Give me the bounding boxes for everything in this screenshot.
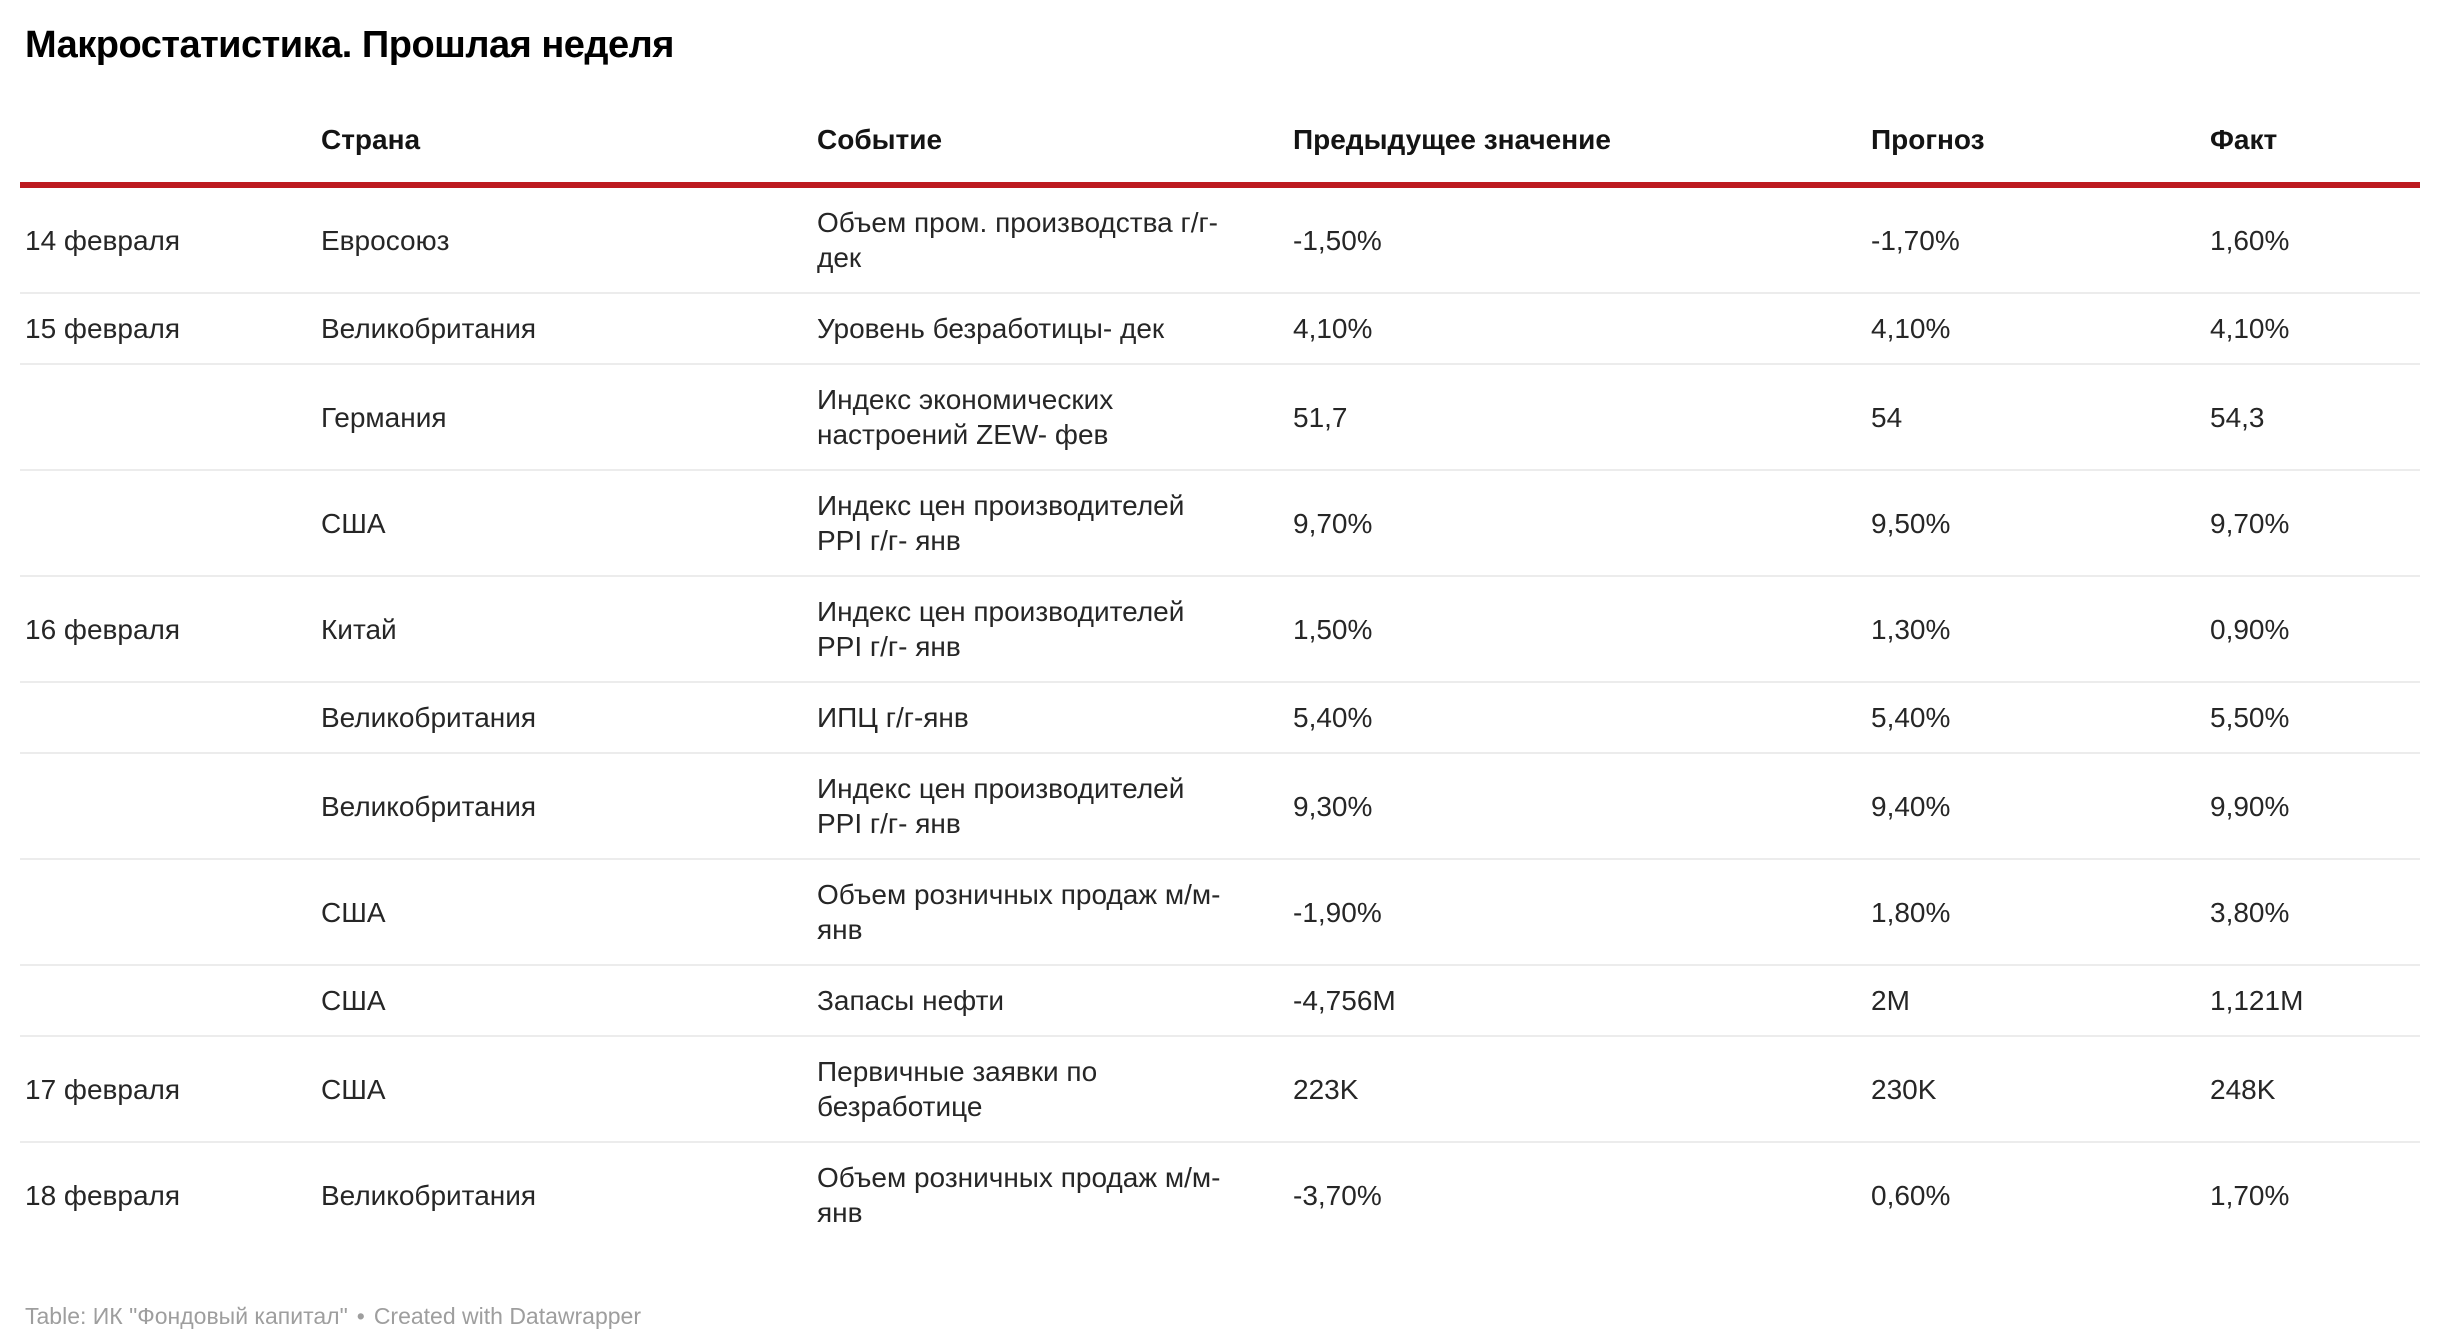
cell-forecast: 0,60% [1866,1142,2205,1247]
cell-date: 18 февраля [20,1142,316,1247]
cell-fact: 1,121M [2205,965,2420,1036]
bullet-separator: • [356,1303,365,1329]
page-title: Макростатистика. Прошлая неделя [25,24,674,66]
cell-date [20,753,316,859]
cell-fact: 9,70% [2205,470,2420,576]
cell-date [20,682,316,753]
source-label: Table: ИК "Фондовый капитал" [25,1303,348,1329]
cell-event: ИПЦ г/г-янв [812,682,1288,753]
cell-event: Индекс цен производителей PPI г/г- янв [812,753,1288,859]
cell-country: США [316,1036,812,1142]
cell-date [20,364,316,470]
cell-country: Великобритания [316,753,812,859]
cell-previous: 51,7 [1288,364,1866,470]
cell-date [20,965,316,1036]
cell-previous: 5,40% [1288,682,1866,753]
cell-previous: 223K [1288,1036,1866,1142]
cell-forecast: -1,70% [1871,224,1960,256]
cell-country: США [316,859,812,965]
table-row [20,576,2420,682]
table-row [20,293,2420,364]
cell-event: Первичные заявки по безработице [812,1036,1288,1142]
table-row [20,185,2420,293]
cell-event: Уровень безработицы- дек [812,293,1288,364]
cell-fact: 9,90% [2205,753,2420,859]
cell-previous: 1,50% [1288,576,1866,682]
column-header-date [20,122,316,185]
table-row [20,965,2420,1036]
cell-country: Евросоюз [321,224,450,256]
cell-event: Объем розничных продаж м/м- янв [812,859,1288,965]
cell-forecast: 9,50% [1866,470,2205,576]
cell-fact: 5,50% [2205,682,2420,753]
cell-event: Индекс экономических настроений ZEW- фев [812,364,1288,470]
cell-country: Китай [316,576,812,682]
cell-event: Запасы нефти [812,965,1288,1036]
cell-fact: 1,60% [2210,224,2290,256]
table-row [20,1036,2420,1142]
cell-forecast: 1,30% [1866,576,2205,682]
cell-event: Объем пром. производства г/г- дек [817,207,1219,273]
cell-fact: 54,3 [2205,364,2420,470]
column-header-forecast: Прогноз [1866,122,2205,185]
cell-country: Великобритания [316,293,812,364]
cell-previous: 9,30% [1288,753,1866,859]
cell-previous: -3,70% [1288,1142,1866,1247]
table-row [20,364,2420,470]
table-body [20,185,2420,1247]
cell-fact: 0,90% [2205,576,2420,682]
macro-table [20,122,2420,1247]
cell-forecast: 230K [1866,1036,2205,1142]
datawrapper-credit-link[interactable]: Created with Datawrapper [373,1303,641,1329]
cell-forecast: 4,10% [1866,293,2205,364]
cell-forecast: 9,40% [1866,753,2205,859]
cell-fact: 3,80% [2205,859,2420,965]
cell-fact: 4,10% [2205,293,2420,364]
cell-event: Объем розничных продаж м/м- янв [812,1142,1288,1247]
cell-event: Индекс цен производителей PPI г/г- янв [812,576,1288,682]
cell-event: Индекс цен производителей PPI г/г- янв [812,470,1288,576]
column-header-country: Страна [316,122,812,185]
cell-date: 16 февраля [20,576,316,682]
cell-date [20,470,316,576]
cell-previous: 4,10% [1288,293,1866,364]
table-row [20,753,2420,859]
cell-date: 14 февраля [25,224,181,256]
cell-fact: 1,70% [2205,1142,2420,1247]
cell-forecast: 54 [1866,364,2205,470]
cell-country: Великобритания [316,1142,812,1247]
table-row [20,1142,2420,1247]
cell-fact: 248K [2205,1036,2420,1142]
cell-country: США [316,470,812,576]
cell-previous: -4,756M [1288,965,1866,1036]
cell-previous: 9,70% [1288,470,1866,576]
column-header-fact: Факт [2205,122,2420,185]
table-row [20,470,2420,576]
cell-forecast: 1,80% [1866,859,2205,965]
table-row [20,859,2420,965]
header-row [20,122,2420,185]
column-header-event: Событие [812,122,1288,185]
cell-date [20,859,316,965]
footer-credit [25,1302,2420,1330]
cell-forecast: 2M [1866,965,2205,1036]
table-row [20,682,2420,753]
cell-date: 17 февраля [20,1036,316,1142]
cell-previous: -1,50% [1293,224,1382,256]
cell-country: США [316,965,812,1036]
cell-country: Великобритания [316,682,812,753]
cell-date: 15 февраля [20,293,316,364]
column-header-previous: Предыдущее значение [1288,122,1866,185]
cell-previous: -1,90% [1288,859,1866,965]
cell-country: Германия [316,364,812,470]
cell-forecast: 5,40% [1866,682,2205,753]
